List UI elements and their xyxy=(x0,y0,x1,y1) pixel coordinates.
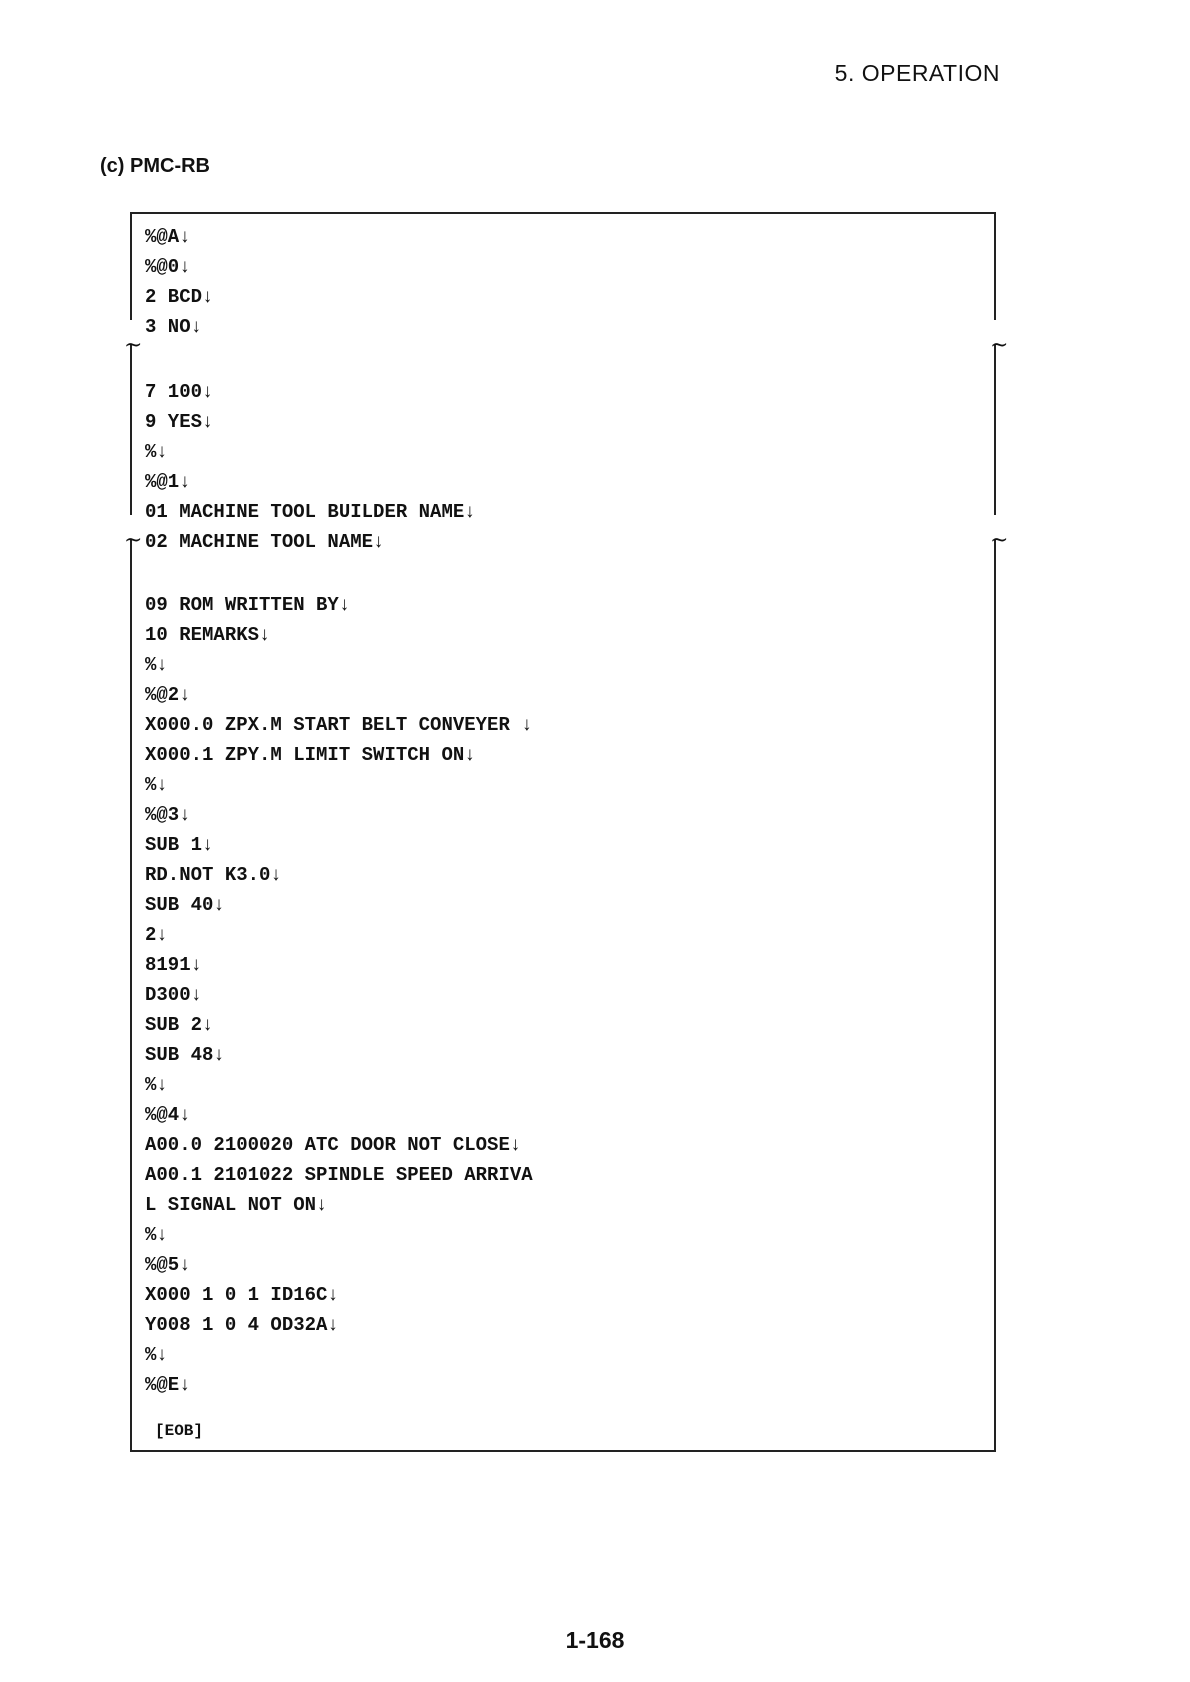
program-line: A00.1 2101022 SPINDLE SPEED ARRIVA xyxy=(145,1164,533,1186)
break-mark: ~ xyxy=(990,528,1009,553)
program-line: %@1↓ xyxy=(145,471,191,493)
program-line: %@E↓ xyxy=(145,1374,191,1396)
program-line: 7 100↓ xyxy=(145,381,214,403)
end-of-block-marker: [EOB] xyxy=(155,1422,204,1440)
program-line: A00.0 2100020 ATC DOOR NOT CLOSE↓ xyxy=(145,1134,522,1156)
program-line: SUB 40↓ xyxy=(145,894,225,916)
program-line: 09 ROM WRITTEN BY↓ xyxy=(145,594,351,616)
program-line: 9 YES↓ xyxy=(145,411,214,433)
program-line: %↓ xyxy=(145,1074,168,1096)
program-line: %@5↓ xyxy=(145,1254,191,1276)
program-line: SUB 48↓ xyxy=(145,1044,225,1066)
program-line: 2↓ xyxy=(145,924,168,946)
program-line: 02 MACHINE TOOL NAME↓ xyxy=(145,531,385,553)
program-line: 8191↓ xyxy=(145,954,203,976)
program-line: %↓ xyxy=(145,1344,168,1366)
program-line: 10 REMARKS↓ xyxy=(145,624,271,646)
program-line: X000.1 ZPY.M LIMIT SWITCH ON↓ xyxy=(145,744,476,766)
program-line: SUB 1↓ xyxy=(145,834,214,856)
program-line: SUB 2↓ xyxy=(145,1014,214,1036)
program-line: X000 1 0 1 ID16C↓ xyxy=(145,1284,339,1306)
program-line: X000.0 ZPX.M START BELT CONVEYER ↓ xyxy=(145,714,533,736)
program-line: D300↓ xyxy=(145,984,203,1006)
program-line: %@2↓ xyxy=(145,684,191,706)
program-line: %@A↓ xyxy=(145,226,191,248)
break-mark: ~ xyxy=(124,333,143,358)
break-mark: ~ xyxy=(990,333,1009,358)
program-block-2 xyxy=(145,377,476,557)
program-line: %↓ xyxy=(145,1224,168,1246)
program-line: %@3↓ xyxy=(145,804,191,826)
program-block-3 xyxy=(145,590,533,1400)
program-line: 2 BCD↓ xyxy=(145,286,214,308)
program-line: %↓ xyxy=(145,654,168,676)
program-line: %↓ xyxy=(145,774,168,796)
program-line: %@4↓ xyxy=(145,1104,191,1126)
program-block-1 xyxy=(145,222,213,342)
program-line: Y008 1 0 4 OD32A↓ xyxy=(145,1314,339,1336)
program-line: RD.NOT K3.0↓ xyxy=(145,864,282,886)
program-line: 01 MACHINE TOOL BUILDER NAME↓ xyxy=(145,501,476,523)
program-line: L SIGNAL NOT ON↓ xyxy=(145,1194,328,1216)
program-line: %@0↓ xyxy=(145,256,191,278)
program-line: %↓ xyxy=(145,441,168,463)
subsection-title: (c) PMC-RB xyxy=(100,155,210,177)
section-header: 5. OPERATION xyxy=(834,60,1000,86)
page-number: 1-168 xyxy=(565,1627,625,1653)
break-mark: ~ xyxy=(124,528,143,553)
program-line: 3 NO↓ xyxy=(145,316,203,338)
